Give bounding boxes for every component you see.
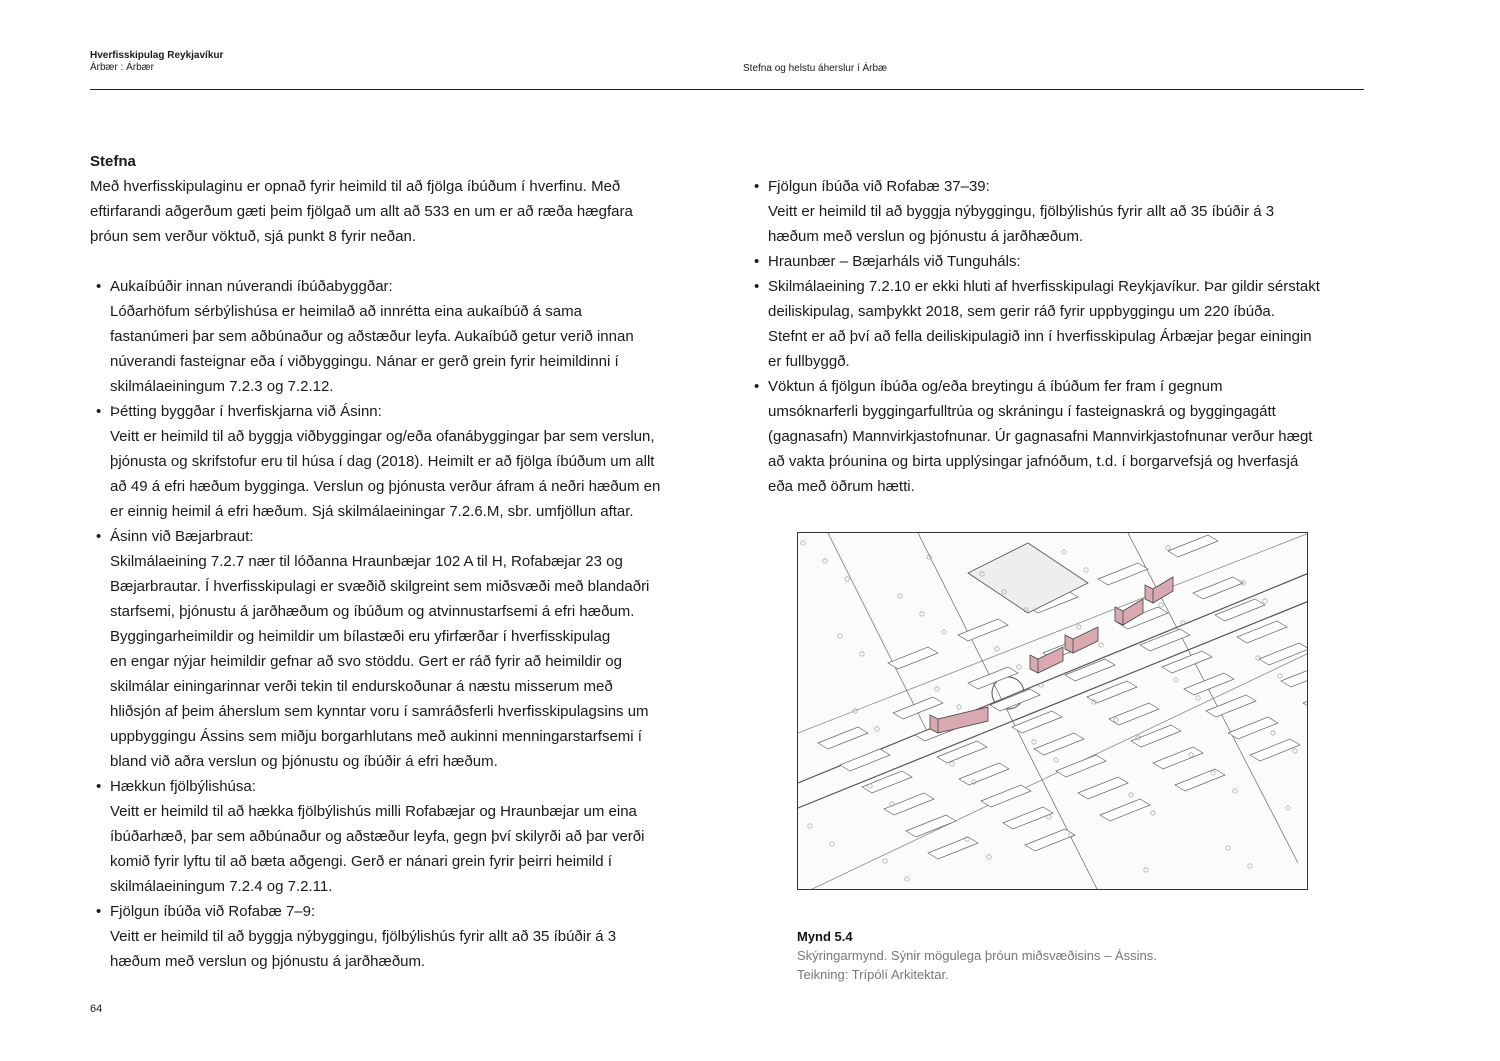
bullet-title-text: Aukaíbúðir innan núverandi íbúðabyggðar: bbox=[110, 278, 393, 295]
bullet-text-line: starfsemi, þjónustu á jarðhæðum og íbúðum og atvinnustarfsemi á efri hæðum. bbox=[110, 603, 635, 620]
building bbox=[1098, 563, 1148, 585]
bullet-text-line: Veitt er heimild til að byggja nýbyggingu, fjölbýlishús fyrir allt að 35 íbúðir á 3 bbox=[110, 928, 617, 945]
bullet-icon: • bbox=[96, 528, 102, 545]
spacer bbox=[90, 249, 730, 274]
tree bbox=[1151, 811, 1155, 815]
bullet-text-line: hliðsjón af þeim áherslum sem kynntar voru í samráðsferli hverfisskipulagsins um bbox=[110, 703, 649, 720]
bullet-text-line: er fullbyggð. bbox=[768, 353, 850, 370]
document-subtitle: Árbær : Árbær bbox=[90, 62, 154, 73]
building bbox=[1012, 711, 1062, 733]
tree bbox=[1293, 749, 1297, 753]
page-number: 64 bbox=[90, 1003, 103, 1015]
building bbox=[1237, 621, 1287, 643]
bullet-title-text: Fjölgun íbúða við Rofabæ 37–39: bbox=[768, 178, 990, 195]
building bbox=[1153, 747, 1203, 769]
tree bbox=[1196, 696, 1200, 700]
tree bbox=[1286, 806, 1290, 810]
bullet-text-line: Skilmálaeining 7.2.7 nær til lóðanna Hraunbæjar 102 A til H, Rofabæjar 23 og bbox=[110, 553, 623, 570]
tree bbox=[1233, 789, 1237, 793]
tree bbox=[1077, 625, 1081, 629]
bullet-text-line: skilmálaeiningum 7.2.3 og 7.2.12. bbox=[110, 378, 334, 395]
building bbox=[928, 837, 978, 859]
bullet-icon: • bbox=[754, 253, 760, 270]
bullet-text-line: Lóðarhöfum sérbýlishúsa er heimilað að innrétta eina aukaíbúð á sama bbox=[110, 303, 582, 320]
tree bbox=[1129, 793, 1133, 797]
tree bbox=[883, 859, 887, 863]
bullet-text-line: Veitt er heimild til að byggja nýbyggingu, fjölbýlishús fyrir allt að 35 íbúðir á 3 bbox=[768, 203, 1275, 220]
bullet-icon: • bbox=[754, 178, 760, 195]
building bbox=[1175, 769, 1225, 791]
building bbox=[1184, 673, 1234, 695]
building bbox=[840, 749, 890, 771]
bullet-item-title bbox=[90, 774, 730, 799]
bullet-text-line: komið fyrir lyftu til að bæta aðgengi. Gerð er nánari grein fyrir þeirri heimild í bbox=[110, 853, 612, 870]
building bbox=[888, 647, 938, 669]
tree bbox=[1166, 546, 1170, 550]
bullet-text-line: uppbyggingu Ássins sem miðju borgarhlutans með aukinni menningarstarfsemi í bbox=[110, 728, 642, 745]
building bbox=[981, 785, 1031, 807]
building bbox=[1100, 799, 1150, 821]
bullet-title-text: Vöktun á fjölgun íbúða og/eða breytingu á íbúðum fer fram í gegnum bbox=[768, 378, 1223, 395]
bullet-item-title bbox=[748, 249, 1368, 274]
section-title: Stefna og helstu áherslur í Árbæ bbox=[743, 63, 887, 74]
tree bbox=[823, 559, 827, 563]
figure-caption bbox=[797, 927, 1157, 984]
bullet-title-text: Skilmálaeining 7.2.10 er ekki hluti af hverfisskipulagi Reykjavíkur. Þar gildir sérstakt bbox=[768, 278, 1320, 295]
building bbox=[893, 697, 943, 719]
tree bbox=[1054, 758, 1058, 762]
building bbox=[1193, 577, 1243, 599]
bullet-text-line: er einnig heimil á efri hæðum. Sjá skilmálaeiningar 7.2.6.M, sbr. umfjöllun aftar. bbox=[110, 503, 634, 520]
bullet-item-title bbox=[90, 274, 730, 299]
tree bbox=[987, 855, 991, 859]
figure-label: Mynd 5.4 bbox=[797, 929, 853, 944]
tree bbox=[1278, 674, 1282, 678]
bullet-title-text: Þétting byggðar í hverfiskjarna við Ásinn: bbox=[110, 403, 382, 420]
bullet-text-line: bland við aðra verslun og þjónustu og íbúðir á efri hæðum. bbox=[110, 753, 498, 770]
bullet-text-line: að 49 á efri hæðum bygginga. Verslun og þjónusta verður áfram á neðri hæðum en bbox=[110, 478, 661, 495]
tree bbox=[950, 762, 954, 766]
tree bbox=[942, 630, 946, 634]
bullet-text-line: en engar nýjar heimildir gefnar að svo stöddu. Gert er ráð fyrir að heimildir og bbox=[110, 653, 622, 670]
bullet-icon: • bbox=[96, 903, 102, 920]
header-rule bbox=[90, 89, 1364, 90]
bullet-text-line: Stefnt er að því að fella deiliskipulagið inn í hverfisskipulag Árbæjar þegar einingin bbox=[768, 328, 1312, 345]
building bbox=[1281, 665, 1308, 687]
bullet-icon: • bbox=[96, 278, 102, 295]
bullet-text-line: Veitt er heimild til að byggja viðbyggingar og/eða ofanábyggingar þar sem verslun, bbox=[110, 428, 655, 445]
tree bbox=[1263, 599, 1267, 603]
tree bbox=[830, 842, 834, 846]
bullet-item-title bbox=[748, 374, 1368, 399]
bullet-text-line: þjónusta og skrifstofur eru til húsa í dag (2018). Heimilt er að fjölga íbúðum um allt bbox=[110, 453, 655, 470]
building bbox=[1034, 733, 1084, 755]
proposed-building bbox=[930, 707, 988, 733]
figure-credit: Teikning: Trípólí Arkitektar. bbox=[797, 967, 949, 982]
building bbox=[906, 815, 956, 837]
tree bbox=[845, 577, 849, 581]
tree bbox=[935, 687, 939, 691]
building bbox=[1303, 687, 1308, 709]
bullet-text-line: Veitt er heimild til að hækka fjölbýlishús milli Rofabæjar og Hraunbæjar um eina bbox=[110, 803, 637, 820]
bullet-icon: • bbox=[96, 403, 102, 420]
proposed-building bbox=[1030, 647, 1063, 673]
tree bbox=[860, 652, 864, 656]
intro-line: þróun sem verður vöktuð, sjá punkt 8 fyrir neðan. bbox=[90, 228, 417, 245]
building bbox=[862, 771, 912, 793]
bullet-text-line: (gagnasafn) Mannvirkjastofnunar. Úr gagnasafni Mannvirkjastofnunar verður hægt bbox=[768, 428, 1313, 445]
large-building bbox=[968, 543, 1088, 613]
tree bbox=[1084, 568, 1088, 572]
tree bbox=[838, 634, 842, 638]
section-heading: Stefna bbox=[90, 153, 136, 170]
bullet-text-line: Byggingarheimildir og heimildir um bílastæði eru yfirfærðar í hverfisskipulag bbox=[110, 628, 611, 645]
tree bbox=[1017, 665, 1021, 669]
bullet-text-line: deiliskipulag, samþykkt 2018, sem gerir ráð fyrir uppbyggingu um 220 íbúða. bbox=[768, 303, 1275, 320]
building bbox=[1162, 651, 1212, 673]
building bbox=[1078, 777, 1128, 799]
building bbox=[1259, 643, 1308, 665]
building bbox=[1003, 807, 1053, 829]
building bbox=[1109, 703, 1159, 725]
bullet-item-title bbox=[90, 399, 730, 424]
illustration-figure bbox=[797, 532, 1308, 890]
tree bbox=[1159, 603, 1163, 607]
tree bbox=[1174, 678, 1178, 682]
building bbox=[959, 763, 1009, 785]
tree bbox=[1248, 864, 1252, 868]
tree bbox=[1047, 815, 1051, 819]
building bbox=[818, 727, 868, 749]
right-column bbox=[748, 174, 1368, 499]
bullet-text-line: hæðum með verslun og þjónustu á jarðhæðum. bbox=[110, 953, 426, 970]
bullet-text-line: umsóknarferli byggingarfulltrúa og skráningu í fasteignaskrá og byggingagátt bbox=[768, 403, 1276, 420]
tree bbox=[1062, 550, 1066, 554]
tree bbox=[875, 727, 879, 731]
building bbox=[1025, 829, 1075, 851]
bullet-text-line: hæðum með verslun og þjónustu á jarðhæðum. bbox=[768, 228, 1084, 245]
tree bbox=[1099, 643, 1103, 647]
tree bbox=[1226, 846, 1230, 850]
intro-line: Með hverfisskipulaginu er opnað fyrir heimild til að fjölga íbúðum í hverfinu. Með bbox=[90, 178, 621, 195]
building bbox=[884, 793, 934, 815]
tree bbox=[905, 877, 909, 881]
axonometric-drawing bbox=[798, 533, 1308, 890]
tree bbox=[1032, 740, 1036, 744]
bullet-title-text: Hækkun fjölbýlishúsa: bbox=[110, 778, 256, 795]
figure-description: Skýringarmynd. Sýnir mögulega þróun miðsvæðisins – Ássins. bbox=[797, 948, 1157, 963]
bullet-text-line: eða með öðrum hætti. bbox=[768, 478, 915, 495]
bullet-icon: • bbox=[754, 378, 760, 395]
tree bbox=[1271, 731, 1275, 735]
bullet-icon: • bbox=[96, 778, 102, 795]
building bbox=[1215, 599, 1265, 621]
tree bbox=[957, 705, 961, 709]
bullet-text-line: skilmálar einingarinnar verði tekin til endurskoðunar á næstu misserum með bbox=[110, 678, 613, 695]
bullet-item-title bbox=[748, 174, 1368, 199]
building bbox=[968, 667, 1018, 689]
tree bbox=[1144, 868, 1148, 872]
left-column bbox=[90, 149, 730, 974]
bullet-title-text: Hraunbær – Bæjarháls við Tunguháls: bbox=[768, 253, 1021, 270]
building bbox=[1168, 535, 1218, 557]
bullet-title-text: Fjölgun íbúða við Rofabæ 7–9: bbox=[110, 903, 316, 920]
building bbox=[1056, 755, 1106, 777]
building bbox=[1228, 717, 1278, 739]
bullet-item-title bbox=[748, 274, 1368, 299]
bullet-icon: • bbox=[754, 278, 760, 295]
bullet-item-title bbox=[90, 899, 730, 924]
tree bbox=[995, 647, 999, 651]
tree bbox=[801, 541, 805, 545]
tree bbox=[1256, 656, 1260, 660]
tree bbox=[898, 594, 902, 598]
proposed-building bbox=[1145, 577, 1173, 603]
proposed-building bbox=[1065, 627, 1098, 653]
bullet-text-line: núverandi fasteignar eða í viðbyggingu. Nánar er gerð grein fyrir heimildinni í bbox=[110, 353, 619, 370]
bullet-text-line: skilmálaeiningum 7.2.4 og 7.2.11. bbox=[110, 878, 333, 895]
building bbox=[1250, 739, 1300, 761]
bullet-text-line: fastanúmeri þar sem aðbúnaður og aðstæður leyfa. Aukaíbúð getur verið innan bbox=[110, 328, 634, 345]
bullet-item-title bbox=[90, 524, 730, 549]
intro-line: eftirfarandi aðgerðum gæti þeim fjölgað um allt að 533 en um er að ræða hægfara bbox=[90, 203, 633, 220]
bullet-text-line: íbúðarhæð, þar sem aðbúnaður og aðstæður leyfa, gegn því skilyrði að þar verði bbox=[110, 828, 645, 845]
bullet-text-line: Bæjarbrautar. Í hverfisskipulagi er svæðið skilgreint sem miðsvæði með blandaðri bbox=[110, 578, 650, 595]
document-title: Hverfisskipulag Reykjavíkur bbox=[90, 50, 224, 61]
bullet-title-text: Ásinn við Bæjarbraut: bbox=[110, 528, 254, 545]
building bbox=[958, 619, 1008, 641]
building bbox=[937, 741, 987, 763]
tree bbox=[808, 824, 812, 828]
bullet-text-line: að vakta þróunina og birta upplýsingar jafnóðum, t.d. í borgarvefsjá og hverfasjá bbox=[768, 453, 1299, 470]
tree bbox=[920, 612, 924, 616]
